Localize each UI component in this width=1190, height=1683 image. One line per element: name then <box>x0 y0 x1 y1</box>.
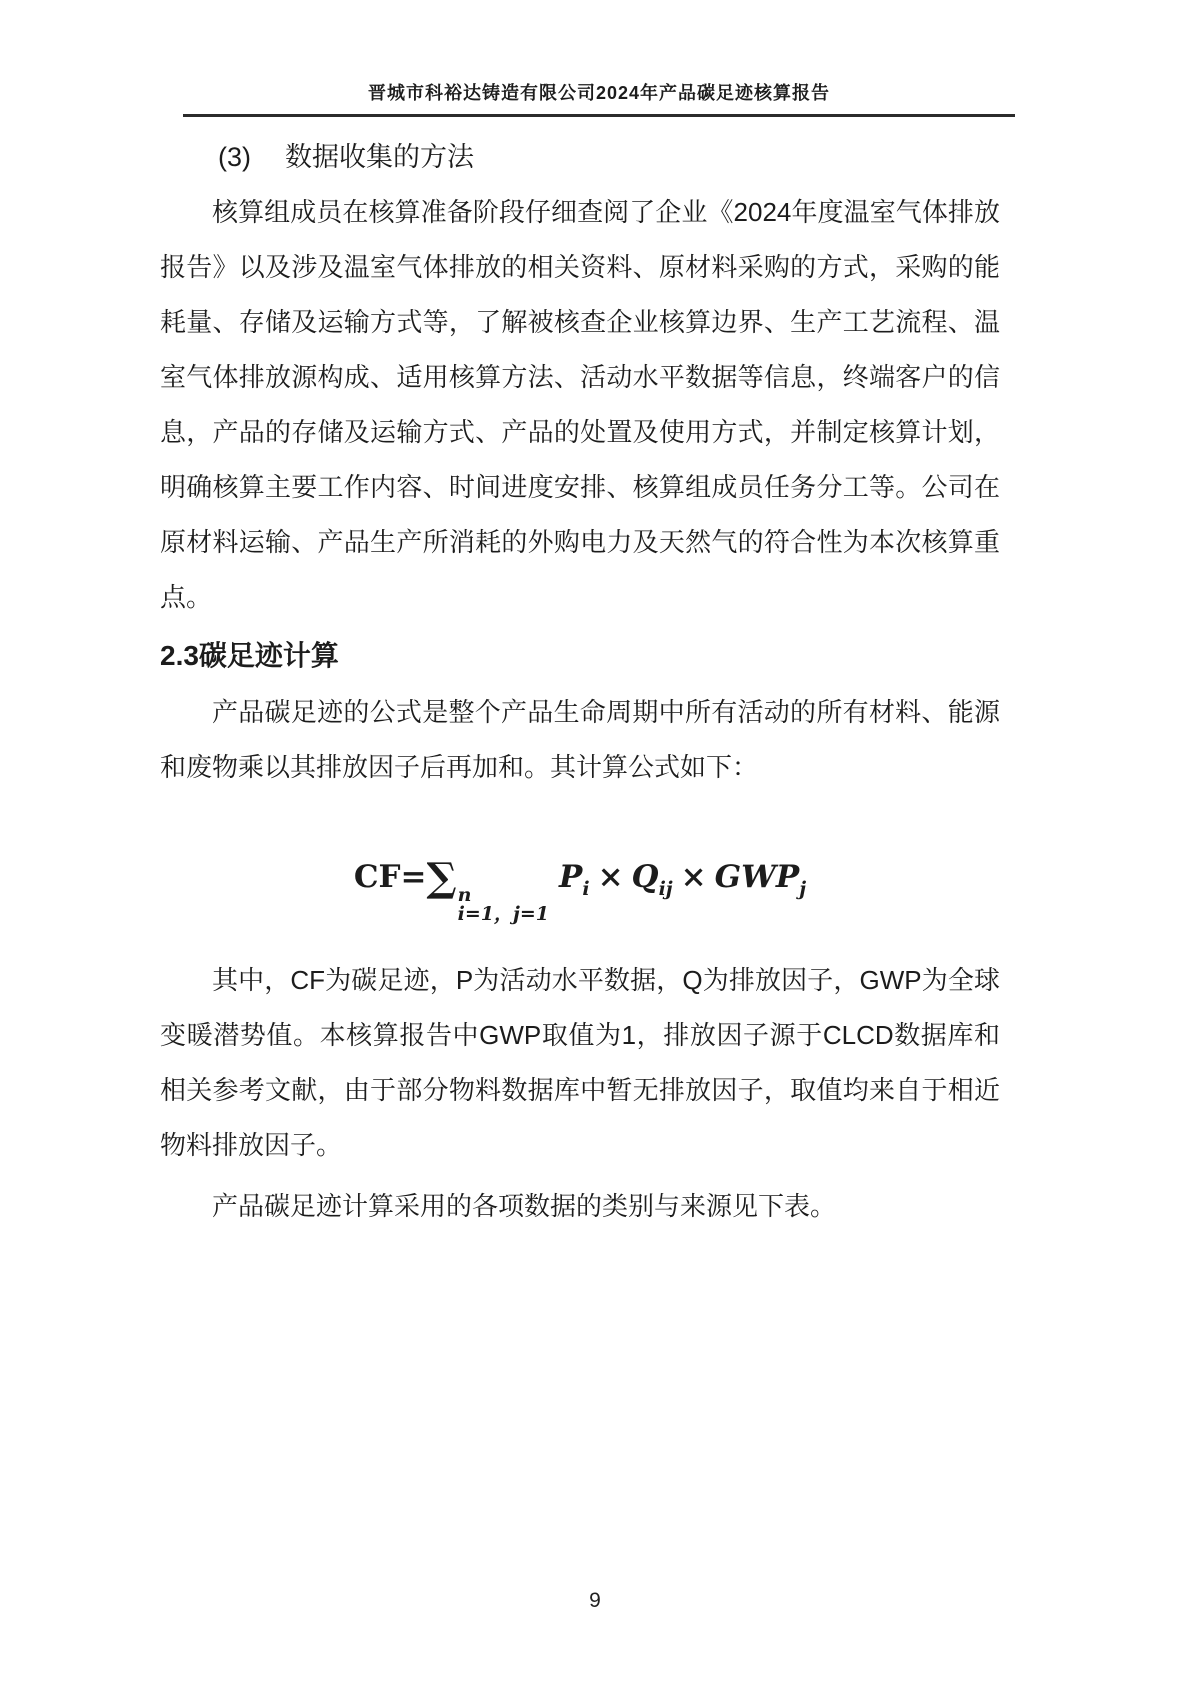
formula-sigma-icon: ∑ <box>426 854 457 901</box>
carbon-footprint-formula <box>160 847 1000 925</box>
page-header <box>183 0 1015 117</box>
formula-sum-limits <box>458 886 549 924</box>
formula-term-p-subscript: i <box>582 878 590 900</box>
formula-upper-limit: n <box>457 884 472 906</box>
formula-multiply-1: × <box>597 859 624 895</box>
report-header-title: 晋城市科裕达铸造有限公司2024年产品碳足迹核算报告 <box>367 83 831 103</box>
heading-text: 数据收集的方法 <box>285 142 474 172</box>
formula-term-p: P <box>559 859 583 895</box>
paragraph-formula-intro: 产品碳足迹的公式是整个产品生命周期中所有活动的所有材料、能源和废物乘以其排放因子后再加和。其计算公式如下： <box>160 697 1000 782</box>
paragraph-formula-explanation: 其中，CF为碳足迹，P为活动水平数据，Q为排放因子，GWP为全球变暖潜势值。本核算报告中GWP取值为1，排放因子源于CLCD数据库和相关参考文献，由于部分物料数据库中暂无排放因子，取值均来自于相近物料排放因子。 <box>160 965 1000 1160</box>
formula-equals: = <box>400 859 427 895</box>
heading-data-collection-method <box>160 141 1000 173</box>
formula-term-q: Q <box>631 859 659 895</box>
paragraph-data-collection: 核算组成员在核算准备阶段仔细查阅了企业《2024年度温室气体排放报告》以及涉及温室气体排放的相关资料、原材料采购的方式，采购的能耗量、存储及运输方式等，了解被核查企业核算边界、生产工艺流程、温室气体排放源构成、适用核算方法、活动水平数据等信息，终端客户的信息，产品的存储及运输方式、产品的处置及使用方式，并制定核算计划，明确核算主要工作内容、时间进度安排、核算组成员任务分工等。公司在原材料运输、产品生产所消耗的外购电力及天然气的符合性为本次核算重点。 <box>160 197 1000 612</box>
paragraph-closing: 产品碳足迹计算采用的各项数据的类别与来源见下表。 <box>212 1191 837 1221</box>
page-number: 9 <box>589 1589 601 1612</box>
heading-carbon-footprint-calculation: 2.3碳足迹计算 <box>160 640 339 671</box>
formula-term-q-subscript: ij <box>658 878 673 900</box>
page-content <box>160 141 1000 1234</box>
formula-term-gwp-subscript: j <box>799 878 807 900</box>
formula-multiply-2: × <box>680 859 707 895</box>
formula-lower-limit: i=1，j=1 <box>457 903 550 925</box>
formula-term-gwp: GWP <box>714 859 800 895</box>
header-divider <box>183 114 1015 117</box>
heading-number: (3) <box>218 142 251 172</box>
formula-lhs: CF <box>353 859 401 895</box>
